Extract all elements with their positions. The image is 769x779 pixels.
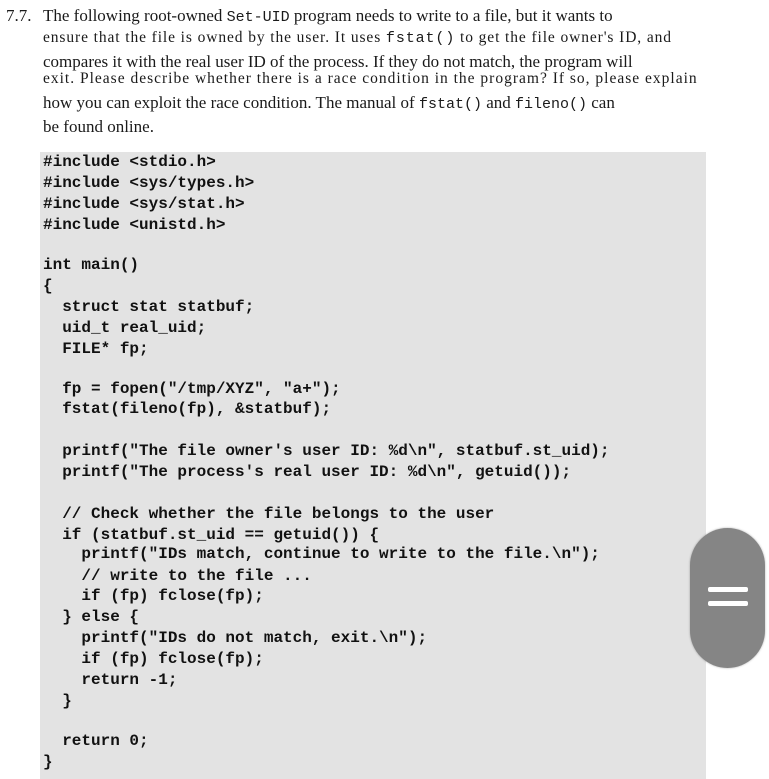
scroll-handle[interactable] xyxy=(690,528,765,668)
code-line: #include <unistd.h> xyxy=(43,216,226,234)
code-line: } xyxy=(43,753,53,771)
code-line: FILE* fp; xyxy=(43,340,149,358)
code-line: // Check whether the file belongs to the user xyxy=(43,505,495,523)
code-line: if (fp) fclose(fp); xyxy=(43,650,264,668)
code-line: #include <sys/types.h> xyxy=(43,174,255,192)
code-line: printf("IDs match, continue to write to the file.\n"); xyxy=(43,545,600,563)
code-line: printf("IDs do not match, exit.\n"); xyxy=(43,629,428,647)
problem-line-1: The following root-owned Set-UID program needs to write to a file, but it wants to xyxy=(43,6,613,26)
code-line: // write to the file ... xyxy=(43,567,312,585)
code-line: #include <sys/stat.h> xyxy=(43,195,245,213)
problem-line-2: ensure that the file is owned by the user. It uses fstat() to get the file owner's ID, and xyxy=(43,29,672,47)
problem-line-5: how you can exploit the race condition. The manual of fstat() and fileno() can xyxy=(43,93,615,113)
code-line: int main() xyxy=(43,256,140,274)
code-line: printf("The process's real user ID: %d\n", getuid()); xyxy=(43,463,572,481)
code-line: uid_t real_uid; xyxy=(43,319,207,337)
code-line: } xyxy=(43,692,72,710)
grip-line-icon xyxy=(708,587,748,592)
grip-line-icon xyxy=(708,601,748,606)
code-line: return -1; xyxy=(43,671,178,689)
problem-line-3: compares it with the real user ID of the process. If they do not match, the program will xyxy=(43,52,633,71)
code-line: if (fp) fclose(fp); xyxy=(43,587,264,605)
code-line: fstat(fileno(fp), &statbuf); xyxy=(43,400,332,418)
code-line: struct stat statbuf; xyxy=(43,298,255,316)
code-line: { xyxy=(43,277,53,295)
code-line: fp = fopen("/tmp/XYZ", "a+"); xyxy=(43,380,341,398)
problem-line-4: exit. Please describe whether there is a race condition in the program? If so, please explain xyxy=(43,70,698,87)
code-line: return 0; xyxy=(43,732,149,750)
code-line: if (statbuf.st_uid == getuid()) { xyxy=(43,526,380,544)
code-line: #include <stdio.h> xyxy=(43,153,216,171)
code-line: } else { xyxy=(43,608,140,626)
problem-line-6: be found online. xyxy=(43,117,154,136)
code-line: printf("The file owner's user ID: %d\n", statbuf.st_uid); xyxy=(43,442,610,460)
problem-number: 7.7. xyxy=(6,6,32,25)
